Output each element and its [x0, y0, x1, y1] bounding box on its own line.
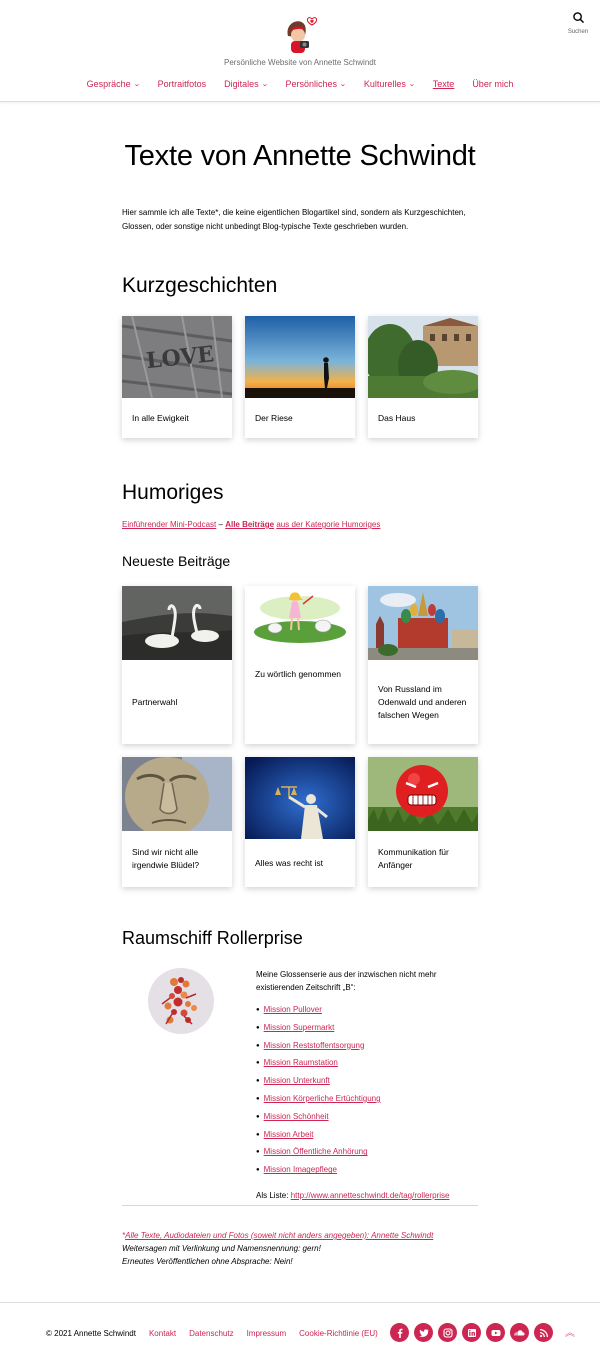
- girl-sheep-illustration: [245, 586, 355, 646]
- swans-image: [122, 586, 232, 660]
- main-navigation: [0, 79, 600, 89]
- mission-link[interactable]: Mission Raumstation: [263, 1058, 338, 1068]
- heading-rollerprise: Raumschiff Rollerprise: [122, 928, 303, 948]
- all-posts-link[interactable]: Alle Beiträge: [225, 520, 275, 529]
- post-card[interactable]: [368, 757, 478, 887]
- silhouette-sunset-image: [245, 316, 355, 398]
- linkedin-icon[interactable]: [462, 1323, 481, 1342]
- nav-item-texte[interactable]: Texte: [432, 79, 455, 89]
- copyright-link[interactable]: Alle Texte, Audiodateien und Fotos (soweit nicht anders angegeben): Annette Schwindt: [125, 1231, 434, 1240]
- note-line-2: Weitersagen mit Verlinkung und Namensnennung: gern!: [122, 1244, 321, 1253]
- love-carved-tree-image: [122, 316, 232, 398]
- card-title: Kommunikation für Anfänger: [378, 847, 449, 870]
- mission-link[interactable]: Mission Öffentliche Anhörung: [263, 1147, 368, 1157]
- site-logo[interactable]: [279, 14, 321, 56]
- site-tagline: Persönliche Website von Annette Schwindt: [224, 58, 376, 67]
- post-card[interactable]: [245, 757, 355, 887]
- footer-link-kontakt[interactable]: Kontakt: [148, 1329, 177, 1338]
- card-title: Sind wir nicht alle irgendwie Blüdel?: [132, 847, 200, 870]
- card-title: Alles was recht ist: [255, 857, 324, 868]
- youtube-icon[interactable]: [486, 1323, 505, 1342]
- svg-text:LOVE: LOVE: [144, 341, 216, 375]
- note-line-1: *Alle Texte, Audiodateien und Fotos (soweit nicht anders angegeben): Annette Schwindt: [122, 1231, 434, 1240]
- mission-link[interactable]: Mission Reststoffentsorgung: [263, 1040, 365, 1050]
- soundcloud-icon[interactable]: [510, 1323, 529, 1342]
- list-item: [256, 1055, 478, 1073]
- facebook-icon[interactable]: [390, 1323, 409, 1342]
- rss-icon[interactable]: [534, 1323, 553, 1342]
- search-label: Suchen: [567, 29, 589, 35]
- nav-item-portraitfotos[interactable]: Portraitfotos: [157, 79, 207, 89]
- chevron-down-icon: ⌄: [339, 81, 347, 88]
- page-title: Texte von Annette Schwindt: [124, 140, 476, 172]
- list-item: [256, 1109, 478, 1127]
- mission-link[interactable]: Mission Supermarkt: [263, 1022, 335, 1032]
- footer-link-impressum[interactable]: Impressum: [246, 1329, 287, 1338]
- humoriges-links: [122, 520, 380, 529]
- list-item: [256, 1002, 478, 1020]
- nav-item-kulturelles[interactable]: Kulturelles ⌄: [363, 79, 416, 89]
- search-toggle-button[interactable]: [564, 10, 592, 36]
- rollerprise-intro: Meine Glossenserie aus der inzwischen nicht mehr existierenden Zeitschrift „B“:: [256, 970, 437, 992]
- mission-link[interactable]: Mission Unterkunft: [263, 1076, 330, 1086]
- card-title: Der Riese: [255, 412, 293, 423]
- site-header: [0, 0, 600, 102]
- post-card[interactable]: [245, 586, 355, 744]
- mission-link[interactable]: Mission Körperliche Ertüchtigung: [263, 1093, 381, 1103]
- story-card[interactable]: [122, 316, 232, 438]
- card-title: Partnerwahl: [132, 696, 178, 707]
- note-line-3: Erneutes Veröffentlichen ohne Absprache: Nein!: [122, 1257, 293, 1266]
- mission-link[interactable]: Mission Schönheit: [263, 1111, 329, 1121]
- chevron-down-icon: ⌄: [408, 81, 416, 88]
- instagram-icon[interactable]: [438, 1323, 457, 1342]
- post-card[interactable]: [122, 757, 232, 887]
- post-card[interactable]: [122, 586, 232, 744]
- nav-item-ueber-mich[interactable]: Über mich: [472, 79, 514, 89]
- heading-humoriges: Humoriges: [122, 481, 224, 504]
- story-card[interactable]: [368, 316, 478, 438]
- page-intro: Hier sammle ich alle Texte*, die keine eigentlichen Blogartikel sind, sondern als Kurzgeschichten, Glossen, oder sonstige nicht unbedingt Blog-typische Texte geschrieben wurden.: [122, 208, 466, 231]
- twitter-icon[interactable]: [414, 1323, 433, 1342]
- rollerprise-avatar: [148, 968, 214, 1034]
- footer-link-datenschutz[interactable]: Datenschutz: [189, 1329, 234, 1338]
- heading-kurzgeschichten: Kurzgeschichten: [122, 274, 278, 297]
- justitia-statue-image: [245, 757, 355, 839]
- back-to-top-button[interactable]: [565, 1330, 575, 1338]
- angry-red-ball-image: [368, 757, 478, 831]
- category-link[interactable]: aus der Kategorie Humoriges: [276, 520, 381, 529]
- separator-dash: –: [216, 520, 226, 529]
- list-item: [256, 1038, 478, 1056]
- social-links: [390, 1323, 553, 1342]
- chevron-down-icon: ⌄: [133, 81, 141, 88]
- list-item: [256, 1127, 478, 1145]
- story-card[interactable]: [245, 316, 355, 438]
- mission-link[interactable]: Mission Imagepflege: [263, 1165, 337, 1175]
- nav-item-digitales[interactable]: Digitales ⌄: [224, 79, 269, 89]
- rollerprise-list: [256, 1002, 478, 1180]
- card-title: In alle Ewigkeit: [132, 412, 189, 423]
- copyright-note: [122, 1229, 433, 1268]
- post-card[interactable]: [368, 586, 478, 744]
- footer-link-cookie-richtlinie[interactable]: Cookie-Richtlinie (EU): [299, 1329, 378, 1338]
- copyright-text: © 2021 Annette Schwindt: [46, 1329, 136, 1338]
- double-chevron-up-icon: ︽: [565, 1328, 575, 1339]
- rollerprise-text: [256, 968, 478, 1202]
- rollerprise-list-url: [256, 1189, 478, 1202]
- moscow-cathedral-image: [368, 586, 478, 660]
- list-item: [256, 1020, 478, 1038]
- nav-item-persoenliches[interactable]: Persönliches ⌄: [285, 79, 347, 89]
- rollerprise-tag-link[interactable]: http://www.annetteschwindt.de/tag/rollerprise: [290, 1190, 450, 1200]
- podcast-link[interactable]: Einführender Mini-Podcast: [122, 520, 217, 529]
- list-url-label: Als Liste:: [256, 1190, 291, 1200]
- list-item: [256, 1073, 478, 1091]
- card-title: Von Russland im Odenwald und anderen falschen Wegen: [378, 683, 467, 720]
- search-icon: [573, 12, 584, 23]
- content-separator: [122, 1205, 478, 1206]
- chevron-down-icon: ⌄: [261, 81, 269, 88]
- nav-item-gespraeche[interactable]: Gespräche ⌄: [86, 79, 141, 89]
- mission-link[interactable]: Mission Arbeit: [263, 1129, 314, 1139]
- list-item: [256, 1162, 478, 1180]
- site-footer: [0, 1302, 600, 1362]
- card-title: Zu wörtlich genommen: [255, 669, 341, 679]
- buddha-face-image: [122, 757, 232, 831]
- list-item: [256, 1144, 478, 1162]
- house-trees-image: [368, 316, 478, 398]
- card-title: Das Haus: [378, 412, 416, 423]
- list-item: [256, 1091, 478, 1109]
- footer-credits: [46, 1329, 378, 1338]
- heading-newest-posts: Neueste Beiträge: [122, 553, 231, 569]
- mission-link[interactable]: Mission Pullover: [263, 1005, 322, 1014]
